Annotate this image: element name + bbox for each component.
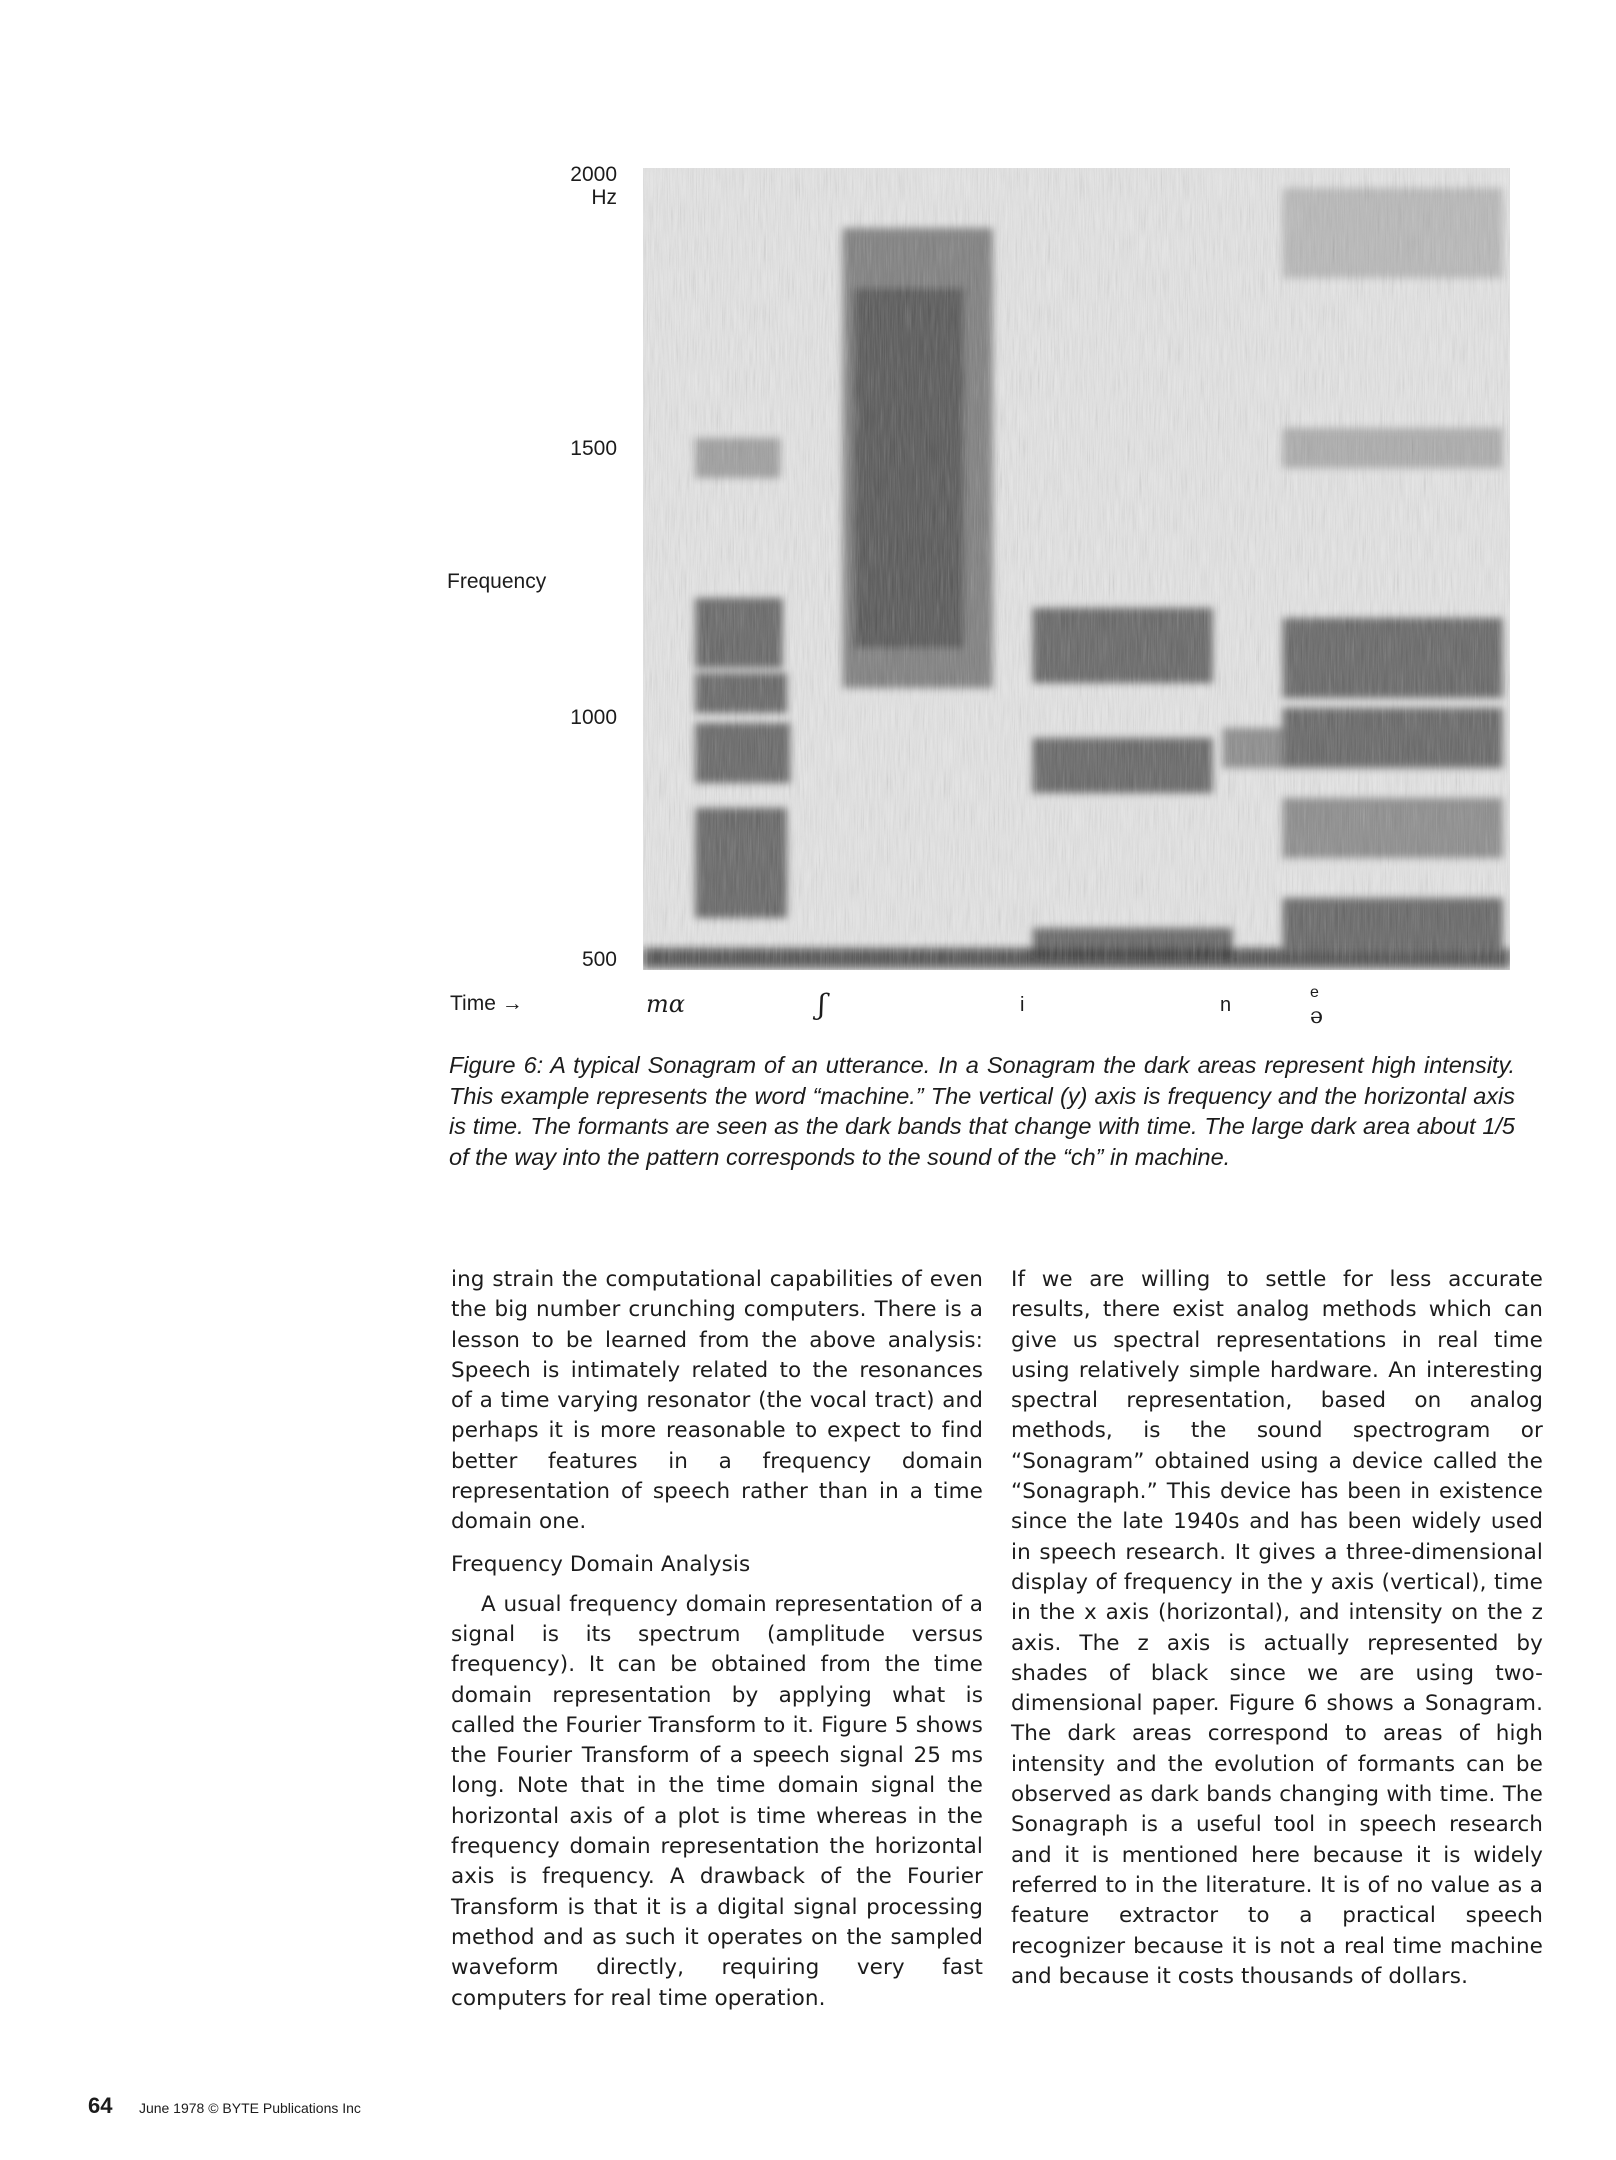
phoneme-n: n <box>1220 994 1232 1016</box>
figure-caption-text: A typical Sonagram of an utterance. In a Sonagram the dark areas represent high intensity. This example represents the word “machine.” The vertical (y) axis is frequency and the horizontal axis is time. The formants are seen as the dark bands that change with time. The large dark area about 1/5 of the way into the pattern corresponds to the sound of the “ch” in machine. <box>449 1052 1515 1170</box>
figure-caption-label: Figure 6: <box>449 1052 544 1078</box>
footer-publication-info: June 1978 © BYTE Publications Inc <box>138 2100 361 2116</box>
y-tick-500: 500 <box>581 948 617 971</box>
section-heading: Frequency Domain Analysis <box>451 1551 751 1577</box>
left-column-paragraph-1: ing strain the computational capabilities of even the big number crunching computers. There is a lesson to be learned from the above analysis: Speech is intimately related to the resonances of a time varying resonator (the vocal tract) and perhaps it is more reasonable to expect to find better features in a frequency domain representation of speech rather than in a time domain one. <box>451 1267 983 1535</box>
phoneme-schwa: ə <box>1310 1004 1324 1029</box>
y-tick-unit-hz: Hz <box>591 186 617 209</box>
phoneme-i: i <box>1020 994 1025 1016</box>
y-axis-label: Frequency <box>447 570 547 593</box>
right-column-paragraph-1: If we are willing to settle for less accurate results, there exist analog methods which can give us spectral representations in real time using relatively simple hardware. An interesting spectral representation, based on analog methods, is the sound spectrogram or “Sonagram” obtained using a device called the “Sonagraph.” This device has been in existence since the late 1940s and has been widely used in speech research. It gives a three-dimensional display of frequency in the y axis (vertical), time in the x axis (horizontal), and intensity on the z axis. The z axis is actually represented by shades of black since we are using two-dimensional paper. Figure 6 shows a Sonagram. The dark areas correspond to areas of high intensity and the evolution of formants can be observed as dark bands changing with time. The Sonagraph is a useful tool in speech research and it is mentioned here because it is widely referred to in the literature. It is of no value as a feature extractor to a practical speech recognizer because it is not a real time machine and because it costs thousands of dollars. <box>1011 1267 1543 1989</box>
left-column <box>451 1265 983 2014</box>
sonagram-image <box>643 168 1510 970</box>
phoneme-sh: ʃ <box>818 988 826 1021</box>
phoneme-ma: mɑ <box>646 990 685 1018</box>
y-tick-1500: 1500 <box>570 437 617 460</box>
figure-caption <box>449 1050 1515 1172</box>
left-column-paragraph-2: A usual frequency domain representation of a signal is its spectrum (amplitude versus frequency). It can be obtained from the time domain representation by applying what is called the Fourier Transform to it. Figure 5 shows the Fourier Transform of a speech signal 25 ms long. Note that in the time domain signal the horizontal axis of a plot is time whereas in the frequency domain representation the horizontal axis is frequency. A drawback of the Fourier Transform is that it is a digital signal processing method and as such it operates on the sampled waveform directly, requiring very fast computers for real time operation. <box>451 1591 983 2011</box>
x-axis-label: Time → <box>450 992 523 1015</box>
right-column <box>1011 1265 1543 1992</box>
y-tick-1000: 1000 <box>570 706 617 729</box>
y-tick-2000: 2000 <box>570 163 617 186</box>
phoneme-e: e <box>1310 984 1319 1001</box>
page-footer <box>88 2093 361 2119</box>
page-number: 64 <box>88 2093 113 2118</box>
